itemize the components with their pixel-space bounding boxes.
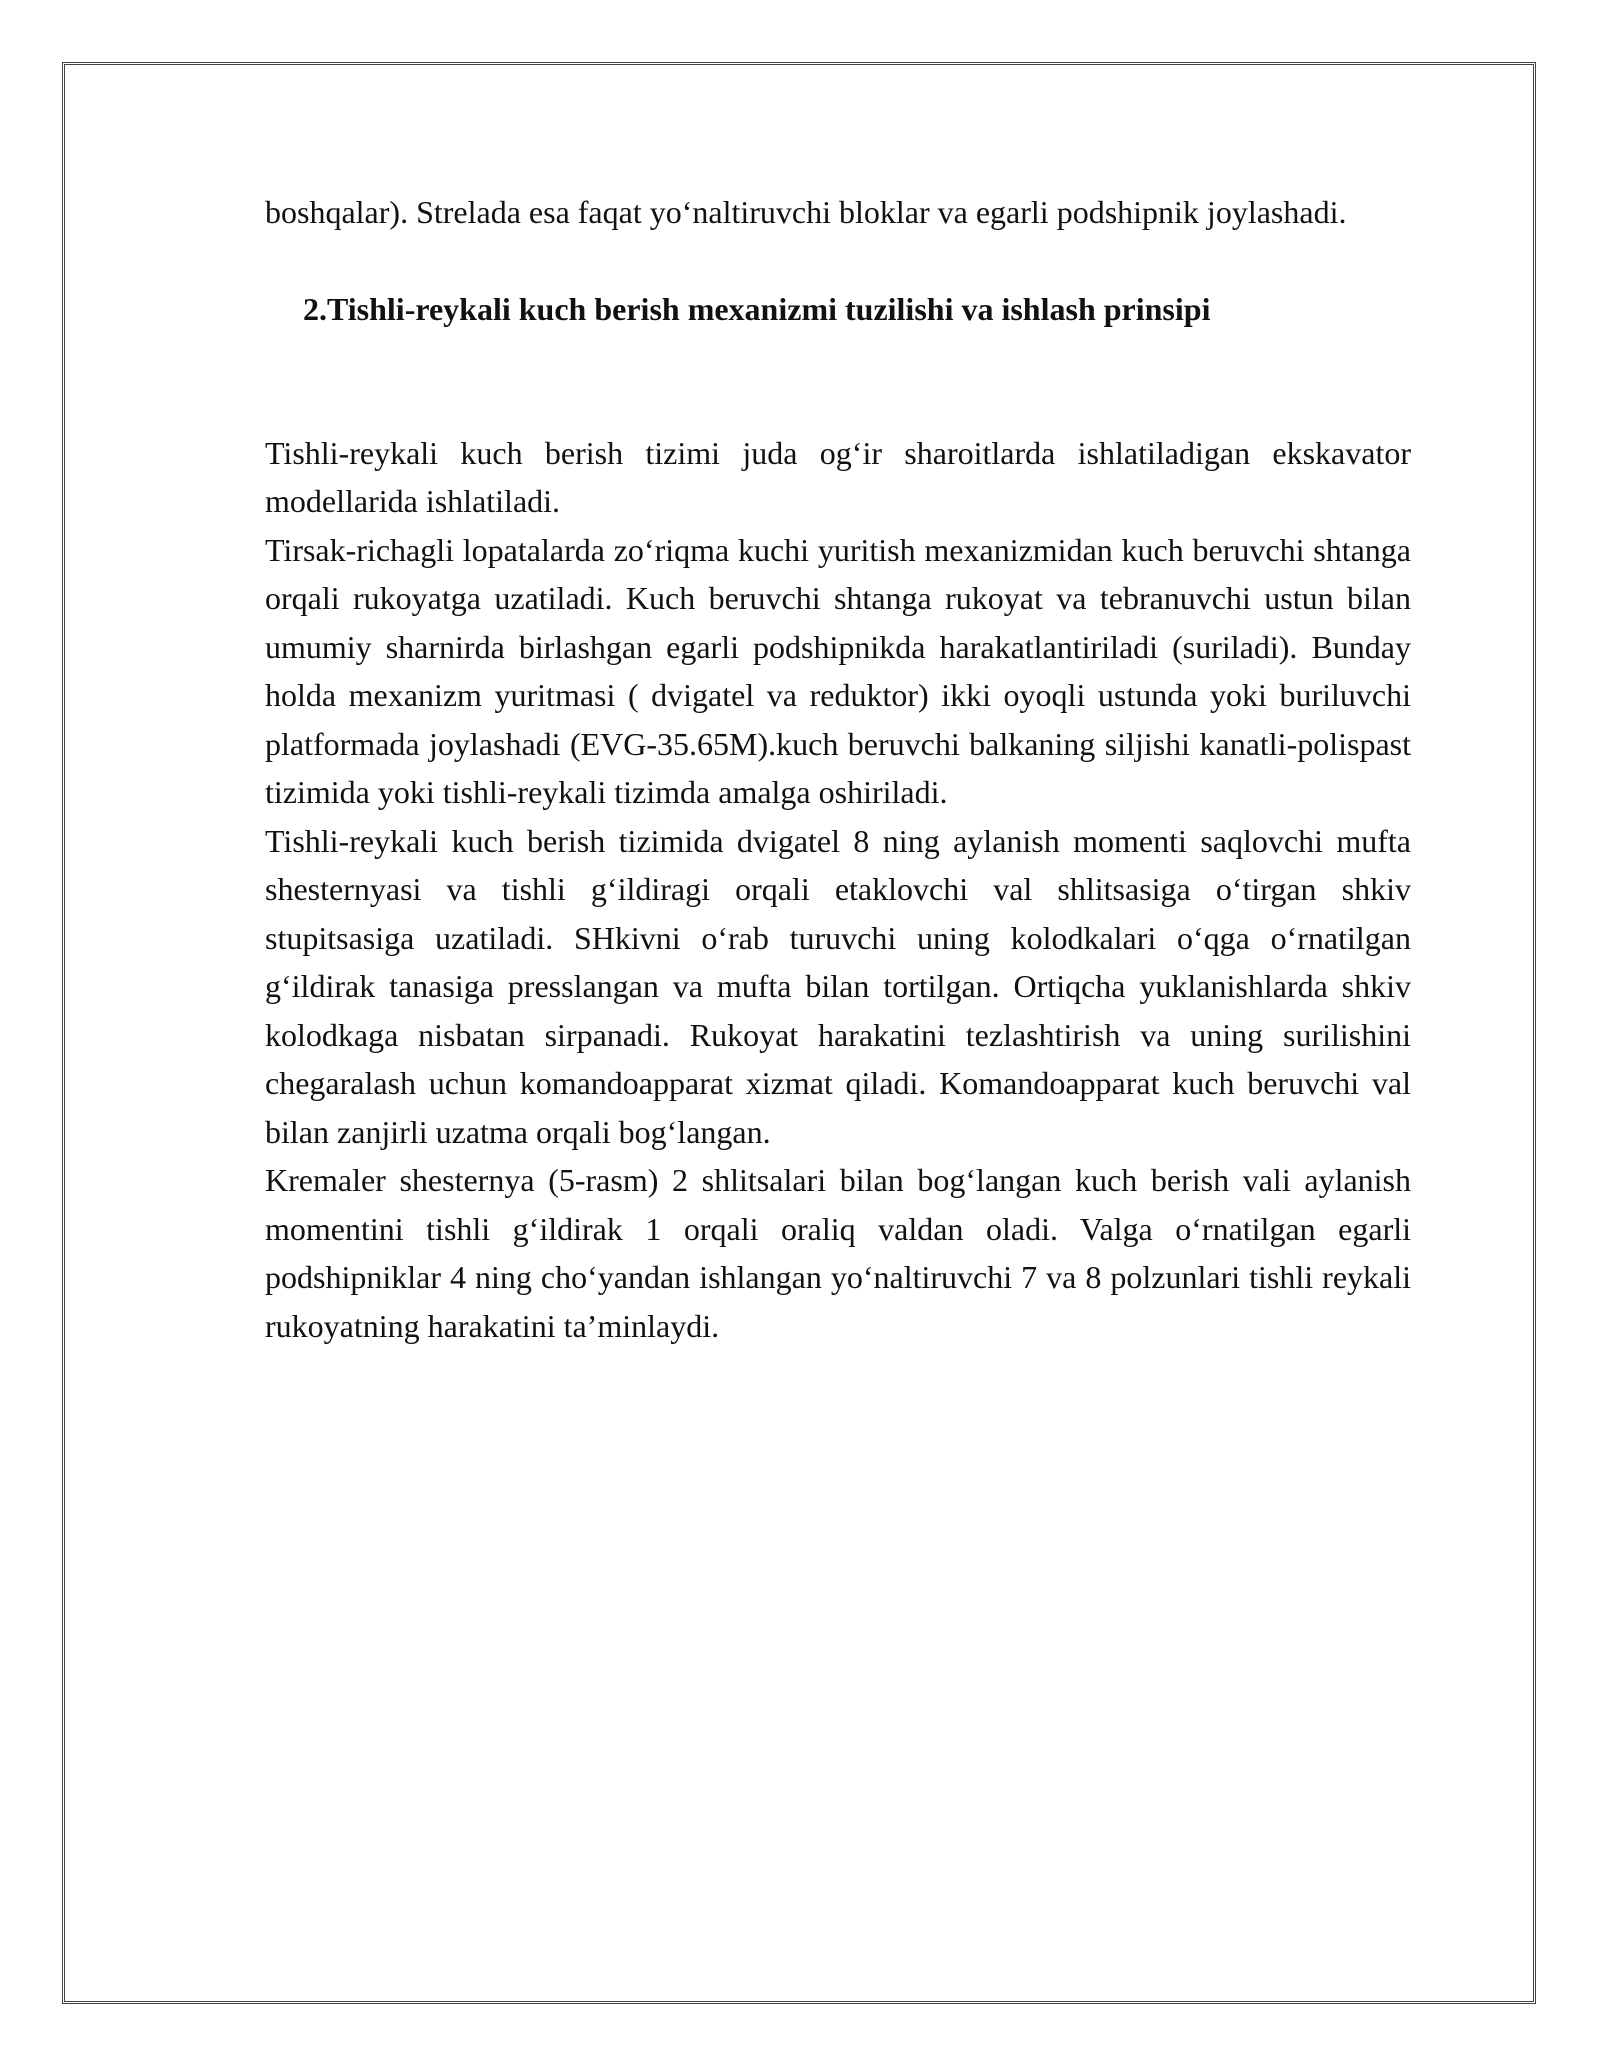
body-paragraph-1: Tishli-reykali kuch berish tizimi juda og‘ir sharoitlarda ishlatiladigan ekskavator modellarida ishlatiladi. <box>265 434 1411 519</box>
spacer <box>265 333 1411 429</box>
intro-paragraph: boshqalar). Strelada esa faqat yo‘naltiruvchi bloklar va egarli podshipnik joylashadi. <box>265 194 1347 230</box>
section-heading: 2.Tishli-reykali kuch berish mexanizmi tuzilishi va ishlash prinsipi <box>303 290 1211 327</box>
body-paragraph-2: Tirsak-richagli lopatalarda zo‘riqma kuchi yuritish mexanizmidan kuch beruvchi shtanga orqali rukoyatga uzatiladi. Kuch beruvchi shtanga rukoyat va tebranuvchi ustun bilan umumiy sharnirda birlashgan egarli podshipnikda harakatlantiriladi (suriladi). Bunday holda mexanizm yuritmasi ( dvigatel va reduktor) ikki oyoqli ustunda yoki buriluvchi platformada joylashadi (EVG-35.65M).kuch beruvchi balkaning siljishi kanatli-polispast tizimida yoki tishli-reykali tizimda amalga oshiriladi. <box>265 531 1411 810</box>
document-body <box>265 188 1411 1350</box>
body-paragraph-3: Tishli-reykali kuch berish tizimida dvigatel 8 ning aylanish momenti saqlovchi mufta shesternyasi va tishli g‘ildiragi orqali etaklovchi val shlitsasiga o‘tirgan shkiv stupitsasiga uzatiladi. SHkivni o‘rab turuvchi uning kolodkalari o‘qga o‘rnatilgan g‘ildirak tanasiga presslangan va mufta bilan tortilgan. Ortiqcha yuklanishlarda shkiv kolodkaga nisbatan sirpanadi. Rukoyat harakatini tezlashtirish va uning surilishini chegaralash uchun komandoapparat xizmat qiladi. Komandoapparat kuch beruvchi val bilan zanjirli uzatma orqali bog‘langan. <box>265 822 1411 1150</box>
body-paragraph-4: Kremaler shesternya (5-rasm) 2 shlitsalari bilan bog‘langan kuch berish vali aylanish momentini tishli g‘ildirak 1 orqali oraliq valdan oladi. Valga o‘rnatilgan egarli podshipniklar 4 ning cho‘yandan ishlangan yo‘naltiruvchi 7 va 8 polzunlari tishli reykali rukoyatning harakatini ta’minlaydi. <box>265 1162 1411 1344</box>
